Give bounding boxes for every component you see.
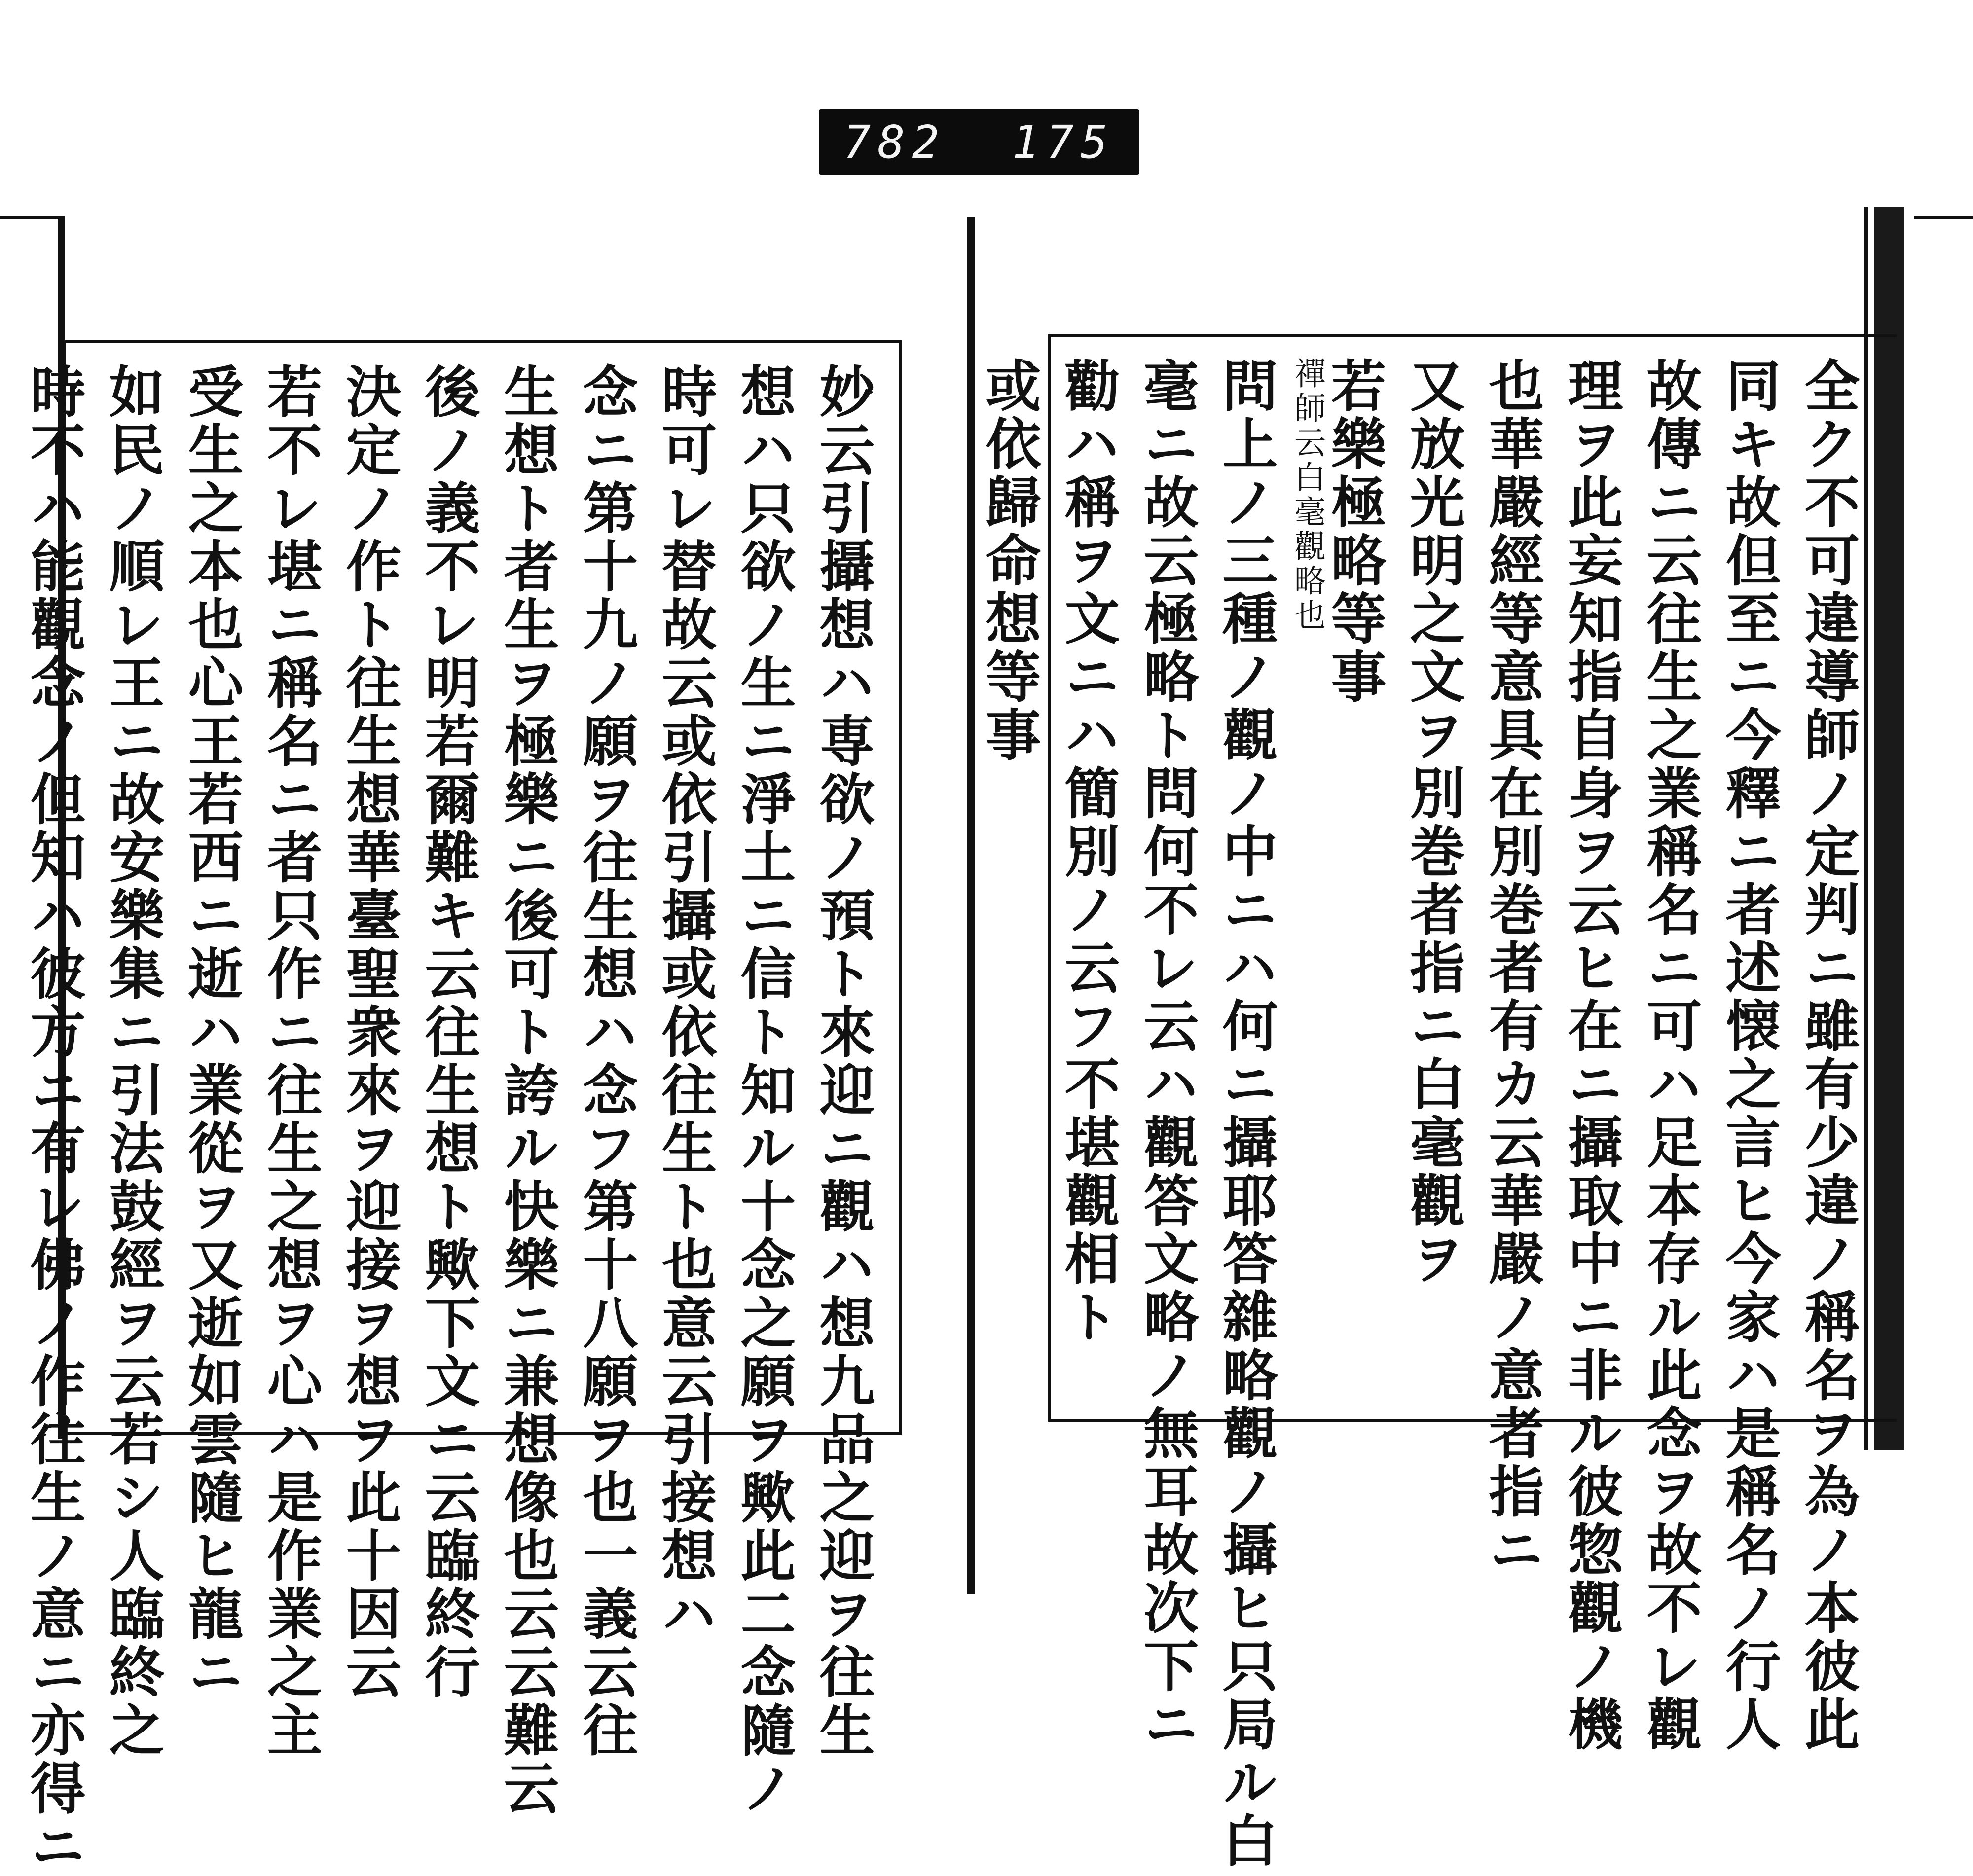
right-small-note: 禪師云白毫觀略也 — [1289, 357, 1325, 633]
top-rule-left — [0, 216, 63, 219]
frame-number-left: 782 — [843, 115, 947, 169]
left-col-5: 生想ト者生ヲ極樂ニ後可ト誇ル快樂ニ兼想像也云云難云 — [495, 363, 559, 1818]
left-col-11: 時不ハ能觀念ノ但知ハ彼方ニ有レ佛ノ作往生ノ意ニ亦得ニ — [21, 363, 86, 1876]
top-rule-right — [1914, 216, 1973, 219]
left-col-8: 若不レ堪ニ稱名ニ者只作ニ往生之想ヲ心ハ是作業之主 — [258, 363, 323, 1760]
frame-number-right: 175 — [1012, 115, 1115, 169]
left-col-4: 念ニ第十九ノ願ヲ往生想ハ念フ第十八願ヲ也一義云往 — [574, 363, 638, 1760]
right-page-text — [977, 357, 1867, 1870]
right-col-11: 或依歸命想等事 — [977, 357, 1041, 764]
left-page-text — [21, 363, 882, 1876]
right-page — [977, 334, 1897, 1870]
frame-number-label — [819, 109, 1139, 175]
left-page-outer-border — [899, 343, 902, 1432]
right-col-9: 毫ニ故云極略ト問何不レ云ハ觀答文略ノ無耳故次下ニ — [1134, 357, 1199, 1754]
left-col-10: 如民ノ順レ王ニ故安樂集ニ引法鼓經ヲ云若シ人臨終之 — [100, 363, 165, 1760]
right-col-3: 故傳ニ云往生之業稱名ニ可ハ足本存ル此念ヲ故不レ觀 — [1638, 357, 1702, 1754]
right-col-1: 全ク不可違導師ノ定判ニ雖有少違ノ稱名ヲ為ノ本彼此 — [1795, 357, 1860, 1754]
right-col-7: 若樂極略等事 — [1322, 357, 1387, 706]
left-col-2: 想ハ只欲ノ生ニ淨土ニ信ト知ル十念之願ヲ歟此二念隨ノ — [731, 363, 796, 1818]
right-col-5: 也華嚴經等意具在別巻者有カ云華嚴ノ意者指ニ — [1480, 357, 1544, 1579]
left-col-1: 妙云引攝想ハ専欲ノ預ト來迎ニ觀ハ想九品之迎ヲ往生 — [810, 363, 875, 1760]
left-col-7: 決定ノ作ト往生想華臺聖衆來ヲ迎接ヲ想ヲ此十因云 — [337, 363, 402, 1701]
left-page — [21, 340, 902, 1876]
right-col-10: 勸ハ稱ヲ文ニハ簡別ノ云フ不堪觀相ト — [1056, 357, 1120, 1346]
right-col-6: 又放光明之文ヲ別巻者指ニ白毫觀ヲ — [1401, 357, 1465, 1288]
left-col-9: 受生之本也心王若西ニ逝ハ業從ヲ又逝如雲隨ヒ龍ニ — [179, 363, 244, 1701]
right-col-8: 問上ノ三種ノ觀ノ中ニハ何ニ攝耶答雜略觀ノ攝ヒ只局ル白 — [1213, 357, 1278, 1870]
left-col-3: 時可レ替故云或依引攝或依往生ト也意云引接想ハ — [653, 363, 717, 1643]
right-col-4: 理ヲ此妄知指自身ヲ云ヒ在ニ攝取中ニ非ル彼惣觀ノ機 — [1559, 357, 1623, 1754]
right-col-2: 同キ故但至ニ今釋ニ者述懐之言ヒ今家ハ是稱名ノ行人 — [1717, 357, 1781, 1754]
left-col-6: 後ノ義不レ明若爾難キ云往生想ト歟下文ニ云臨終行 — [416, 363, 480, 1701]
